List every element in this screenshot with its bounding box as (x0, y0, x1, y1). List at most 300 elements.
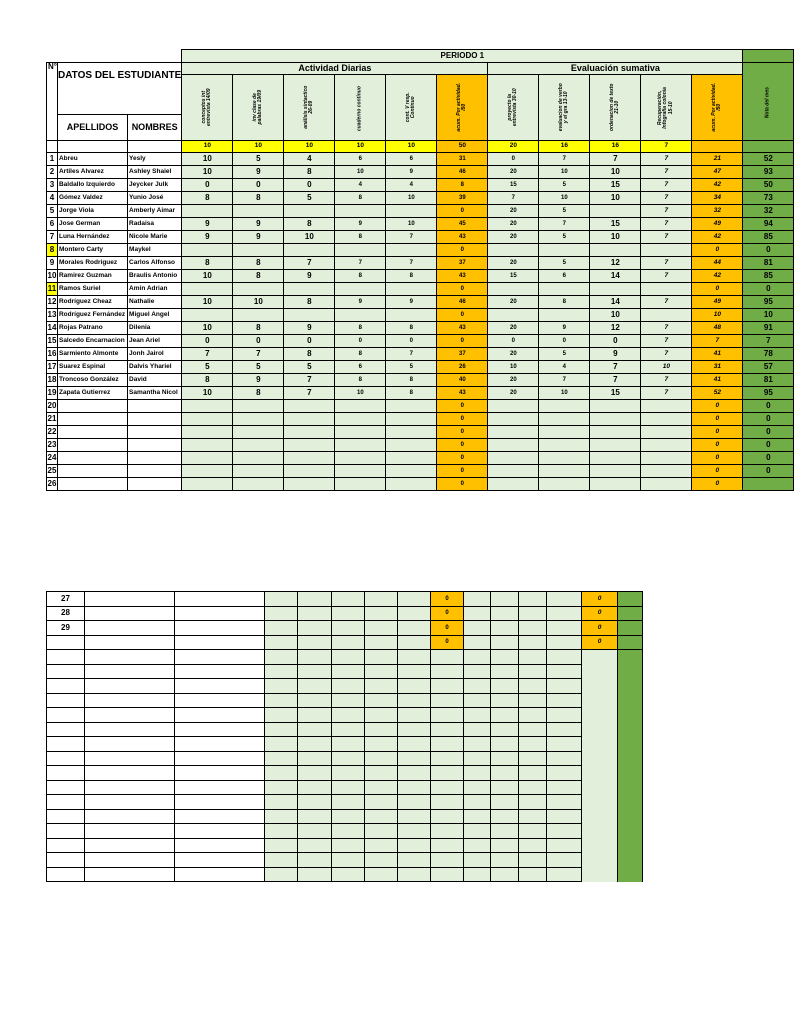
cell-7 (491, 635, 519, 650)
weight-6: 20 (488, 141, 539, 153)
row-number: 12 (47, 296, 58, 309)
row-number: 13 (47, 309, 58, 322)
cell-3 (365, 809, 398, 824)
cell-4: 0 (386, 335, 437, 348)
cell-1: 10 (233, 296, 284, 309)
cell-2: 8 (284, 166, 335, 179)
cell-3 (335, 413, 386, 426)
cell-8 (590, 244, 641, 257)
table-row (47, 270, 794, 283)
cell-0 (265, 650, 298, 665)
cell-1: 5 (233, 361, 284, 374)
nombre-cell: Yesly (128, 153, 182, 166)
cell-10: 41 (692, 374, 743, 387)
cell-11: 81 (743, 257, 794, 270)
apellido-cell (57, 452, 127, 465)
col-head-10: acum. Por actividad. /50 (692, 75, 743, 141)
cell-2 (332, 867, 365, 882)
col-head-1: inv clase de palabras 19/09 (233, 75, 284, 141)
cell-1 (298, 650, 332, 665)
cell-4 (398, 867, 431, 882)
table-row (47, 693, 643, 708)
cell-10: 0 (582, 635, 618, 650)
cell-6 (488, 400, 539, 413)
row-number (47, 780, 85, 795)
cell-8 (519, 737, 547, 752)
cell-2 (332, 751, 365, 766)
cell-4 (386, 244, 437, 257)
cell-3 (365, 592, 398, 607)
cell-0 (182, 283, 233, 296)
weight-11 (743, 141, 794, 153)
table-row (47, 867, 643, 882)
cell-0 (265, 722, 298, 737)
row-number: 9 (47, 257, 58, 270)
nombre-cell (128, 465, 182, 478)
cell-6: 15 (488, 179, 539, 192)
cell-2 (284, 452, 335, 465)
nombre-cell (128, 439, 182, 452)
cell-10: 49 (692, 218, 743, 231)
cell-4: 9 (386, 296, 437, 309)
cell-5 (431, 650, 464, 665)
cell-4 (398, 679, 431, 694)
col-head-11: Nota del mes (743, 63, 794, 141)
cell-4 (398, 780, 431, 795)
cell-3 (335, 452, 386, 465)
cell-6 (464, 664, 491, 679)
cell-5: 46 (437, 166, 488, 179)
cell-0 (265, 838, 298, 853)
nombre-cell: Carlos Alfonso (128, 257, 182, 270)
cell-7 (491, 838, 519, 853)
cell-11: 0 (743, 465, 794, 478)
cell-7 (491, 795, 519, 810)
cell-7 (539, 400, 590, 413)
apellido-cell (85, 693, 175, 708)
cell-10: 49 (692, 296, 743, 309)
col-head-0: conceptos int entrevista 14/09 (182, 75, 233, 141)
cell-1 (298, 780, 332, 795)
weight-3: 10 (335, 141, 386, 153)
cell-4 (398, 621, 431, 636)
cell-0 (265, 664, 298, 679)
cell-1 (233, 478, 284, 491)
nombre-cell (175, 722, 265, 737)
cell-0: 10 (182, 387, 233, 400)
cell-8: 7 (590, 153, 641, 166)
cell-1 (298, 766, 332, 781)
cell-1 (233, 309, 284, 322)
nombre-cell: Radaisa (128, 218, 182, 231)
cell-10: 0 (582, 621, 618, 636)
cell-10 (582, 737, 618, 752)
cell-7: 6 (539, 270, 590, 283)
cell-3 (365, 737, 398, 752)
cell-2 (332, 809, 365, 824)
table-row (47, 439, 794, 452)
cell-11: 78 (743, 348, 794, 361)
cell-0 (265, 621, 298, 636)
cell-8: 0 (590, 335, 641, 348)
cell-11: 32 (743, 205, 794, 218)
cell-10: 0 (582, 592, 618, 607)
cell-0 (182, 426, 233, 439)
table-row (47, 838, 643, 853)
cell-0 (265, 708, 298, 723)
cell-3: 9 (335, 296, 386, 309)
cell-3 (365, 795, 398, 810)
cell-10: 0 (692, 465, 743, 478)
cell-0: 0 (182, 335, 233, 348)
cell-6: 20 (488, 231, 539, 244)
cell-8: 15 (590, 179, 641, 192)
cell-7 (491, 664, 519, 679)
nombre-cell (175, 693, 265, 708)
cell-1 (298, 824, 332, 839)
cell-10 (582, 722, 618, 737)
cell-10: 0 (692, 478, 743, 491)
cell-10 (582, 751, 618, 766)
cell-2 (332, 664, 365, 679)
cell-3 (335, 309, 386, 322)
table-row (47, 426, 794, 439)
cell-3 (335, 244, 386, 257)
cell-5: 0 (437, 283, 488, 296)
cell-9 (641, 478, 692, 491)
cell-6: 20 (488, 218, 539, 231)
cell-8 (519, 592, 547, 607)
row-number: 24 (47, 452, 58, 465)
cell-8 (519, 722, 547, 737)
cell-7: 5 (539, 348, 590, 361)
cell-4: 4 (386, 179, 437, 192)
cell-5 (431, 708, 464, 723)
row-number: 5 (47, 205, 58, 218)
cell-3 (365, 621, 398, 636)
cell-4 (386, 400, 437, 413)
cell-11 (618, 853, 643, 868)
cell-10: 0 (692, 413, 743, 426)
cell-2 (284, 465, 335, 478)
cell-11 (618, 708, 643, 723)
nombre-cell: Samantha Nicol (128, 387, 182, 400)
cell-6 (464, 853, 491, 868)
row-number: 6 (47, 218, 58, 231)
cell-10 (582, 795, 618, 810)
cell-1 (233, 244, 284, 257)
table-row (47, 737, 643, 752)
table-row (47, 166, 794, 179)
cell-11 (618, 679, 643, 694)
nombre-cell: Jean Ariel (128, 335, 182, 348)
cell-7 (491, 780, 519, 795)
nombre-cell: Jonh Jairol (128, 348, 182, 361)
weight-9: 7 (641, 141, 692, 153)
cell-7: 7 (539, 218, 590, 231)
cell-1: 5 (233, 153, 284, 166)
no-label: N° (47, 63, 58, 141)
nombre-cell: Amberly Aimar (128, 205, 182, 218)
apellido-cell: Montero Carty (57, 244, 127, 257)
cell-4 (398, 592, 431, 607)
col-head-5: acum. Por actividad. /50 (437, 75, 488, 141)
cell-6 (464, 650, 491, 665)
cell-8: 10 (590, 309, 641, 322)
cell-3: 8 (335, 231, 386, 244)
cell-3 (335, 465, 386, 478)
cell-8 (519, 867, 547, 882)
cell-3 (365, 708, 398, 723)
apellido-cell: Rodríguez Cheaz (57, 296, 127, 309)
cell-5: 0 (437, 478, 488, 491)
cell-10: 48 (692, 322, 743, 335)
cell-9: 7 (641, 166, 692, 179)
cell-10: 0 (692, 439, 743, 452)
cell-3: 10 (335, 166, 386, 179)
apellido-cell (57, 413, 127, 426)
row-number (47, 635, 85, 650)
cell-11: 81 (743, 374, 794, 387)
cell-7: 4 (539, 361, 590, 374)
row-number: 4 (47, 192, 58, 205)
cell-2: 0 (284, 335, 335, 348)
cell-7 (491, 679, 519, 694)
table-row (47, 853, 643, 868)
cell-4 (386, 413, 437, 426)
cell-6 (464, 867, 491, 882)
cell-7 (539, 283, 590, 296)
cell-9: 7 (641, 348, 692, 361)
cell-4: 8 (386, 387, 437, 400)
cell-9: 7 (641, 153, 692, 166)
weight-5: 50 (437, 141, 488, 153)
cell-7 (491, 867, 519, 882)
col-head-3: cuaderno continuo (335, 75, 386, 141)
cell-0 (182, 465, 233, 478)
cell-7 (491, 592, 519, 607)
nombre-cell: Nicole Marie (128, 231, 182, 244)
cell-7 (491, 737, 519, 752)
cell-1 (298, 722, 332, 737)
table-row (47, 296, 794, 309)
cell-3 (365, 650, 398, 665)
cell-3 (365, 780, 398, 795)
cell-2 (284, 439, 335, 452)
actividad-label: Actividad Diarias (182, 63, 488, 75)
cell-11 (618, 592, 643, 607)
apellido-cell: Artiles Alvarez (57, 166, 127, 179)
cell-4: 7 (386, 231, 437, 244)
cell-7 (491, 708, 519, 723)
cell-4 (386, 452, 437, 465)
apellido-cell (57, 426, 127, 439)
cell-9: 7 (641, 335, 692, 348)
cell-7 (491, 606, 519, 621)
cell-3 (335, 205, 386, 218)
cell-2 (332, 838, 365, 853)
table-row (47, 400, 794, 413)
table-row (47, 722, 643, 737)
cell-11 (618, 824, 643, 839)
nombre-cell: Miguel Angel (128, 309, 182, 322)
table-row (47, 322, 794, 335)
apellido-cell: Troncoso González (57, 374, 127, 387)
cell-2 (284, 244, 335, 257)
cell-8 (519, 693, 547, 708)
cell-7 (491, 824, 519, 839)
cell-6 (488, 283, 539, 296)
cell-7 (539, 413, 590, 426)
cell-8 (519, 795, 547, 810)
cell-6: 20 (488, 205, 539, 218)
cell-11 (618, 635, 643, 650)
cell-4: 10 (386, 192, 437, 205)
cell-1 (233, 465, 284, 478)
cell-3 (335, 283, 386, 296)
cell-9: 7 (641, 296, 692, 309)
row-number: 22 (47, 426, 58, 439)
cell-9 (547, 650, 582, 665)
cell-8 (519, 679, 547, 694)
cell-11: 0 (743, 413, 794, 426)
cell-1 (233, 439, 284, 452)
cell-2: 4 (284, 153, 335, 166)
cell-3 (365, 635, 398, 650)
cell-7: 5 (539, 257, 590, 270)
row-number: 16 (47, 348, 58, 361)
nombre-cell (128, 478, 182, 491)
cell-2 (332, 795, 365, 810)
cell-8: 9 (590, 348, 641, 361)
cell-9 (547, 766, 582, 781)
cell-0 (182, 439, 233, 452)
cell-5 (431, 809, 464, 824)
cell-1 (298, 693, 332, 708)
cell-8 (519, 650, 547, 665)
cell-6: 10 (488, 361, 539, 374)
cell-9 (547, 795, 582, 810)
cell-9: 10 (641, 361, 692, 374)
cell-11: 0 (743, 439, 794, 452)
nombre-cell: Jeycker Julk (128, 179, 182, 192)
cell-6: 20 (488, 348, 539, 361)
cell-9 (547, 722, 582, 737)
cell-11: 85 (743, 231, 794, 244)
cell-9 (641, 244, 692, 257)
cell-1 (298, 853, 332, 868)
cell-1: 9 (233, 218, 284, 231)
cell-1: 9 (233, 166, 284, 179)
cell-0 (265, 737, 298, 752)
cell-0 (265, 809, 298, 824)
nombre-cell: Braulis Antonio (128, 270, 182, 283)
cell-0 (265, 795, 298, 810)
cell-9: 7 (641, 192, 692, 205)
col-head-6: proyecto la entrevista 30-10 (488, 75, 539, 141)
cell-6: 0 (488, 153, 539, 166)
cell-2 (332, 693, 365, 708)
cell-3 (365, 751, 398, 766)
cell-11: 10 (743, 309, 794, 322)
cell-11: 93 (743, 166, 794, 179)
cell-5: 0 (431, 621, 464, 636)
cell-8: 12 (590, 257, 641, 270)
cell-8: 10 (590, 192, 641, 205)
cell-3 (365, 693, 398, 708)
cell-6 (464, 795, 491, 810)
cell-0 (265, 766, 298, 781)
cell-8 (590, 413, 641, 426)
col-head-7: evaluacion de verbo y el gra 13-10 (539, 75, 590, 141)
apellido-cell (85, 650, 175, 665)
cell-9 (547, 693, 582, 708)
cell-9 (547, 737, 582, 752)
cell-5: 43 (437, 387, 488, 400)
cell-2 (284, 413, 335, 426)
table-row (47, 413, 794, 426)
table-row (47, 621, 643, 636)
cell-5: 0 (431, 592, 464, 607)
cell-0: 9 (182, 218, 233, 231)
row-number (47, 853, 85, 868)
cell-3 (335, 400, 386, 413)
cell-2: 8 (284, 348, 335, 361)
cell-5 (431, 867, 464, 882)
cell-8 (519, 664, 547, 679)
cell-9: 7 (641, 179, 692, 192)
cell-5: 46 (437, 296, 488, 309)
table-row (47, 218, 794, 231)
cell-4: 6 (386, 153, 437, 166)
cell-6 (464, 824, 491, 839)
row-number: 18 (47, 374, 58, 387)
cell-6 (464, 693, 491, 708)
apellido-cell (85, 635, 175, 650)
nombre-cell (128, 400, 182, 413)
cell-11: 7 (743, 335, 794, 348)
nombre-cell (175, 867, 265, 882)
cell-2: 7 (284, 387, 335, 400)
apellido-cell: Baldallo Izquierdo (57, 179, 127, 192)
cell-0 (182, 478, 233, 491)
cell-1 (298, 592, 332, 607)
cell-6 (488, 439, 539, 452)
cell-6 (464, 606, 491, 621)
cell-10: 31 (692, 361, 743, 374)
table-row (47, 478, 794, 491)
cell-1 (233, 283, 284, 296)
cell-4 (398, 722, 431, 737)
cell-8: 14 (590, 270, 641, 283)
nombre-cell (128, 452, 182, 465)
cell-11: 95 (743, 296, 794, 309)
row-number: 27 (47, 592, 85, 607)
cell-9 (547, 867, 582, 882)
cell-3: 9 (335, 218, 386, 231)
cell-0 (182, 452, 233, 465)
cell-9 (547, 635, 582, 650)
cell-5: 0 (437, 413, 488, 426)
nombre-cell (175, 751, 265, 766)
cell-9 (641, 413, 692, 426)
table-row (47, 257, 794, 270)
table-row (47, 708, 643, 723)
cell-6: 20 (488, 296, 539, 309)
cell-4: 9 (386, 166, 437, 179)
cell-2 (332, 592, 365, 607)
table-row (47, 179, 794, 192)
